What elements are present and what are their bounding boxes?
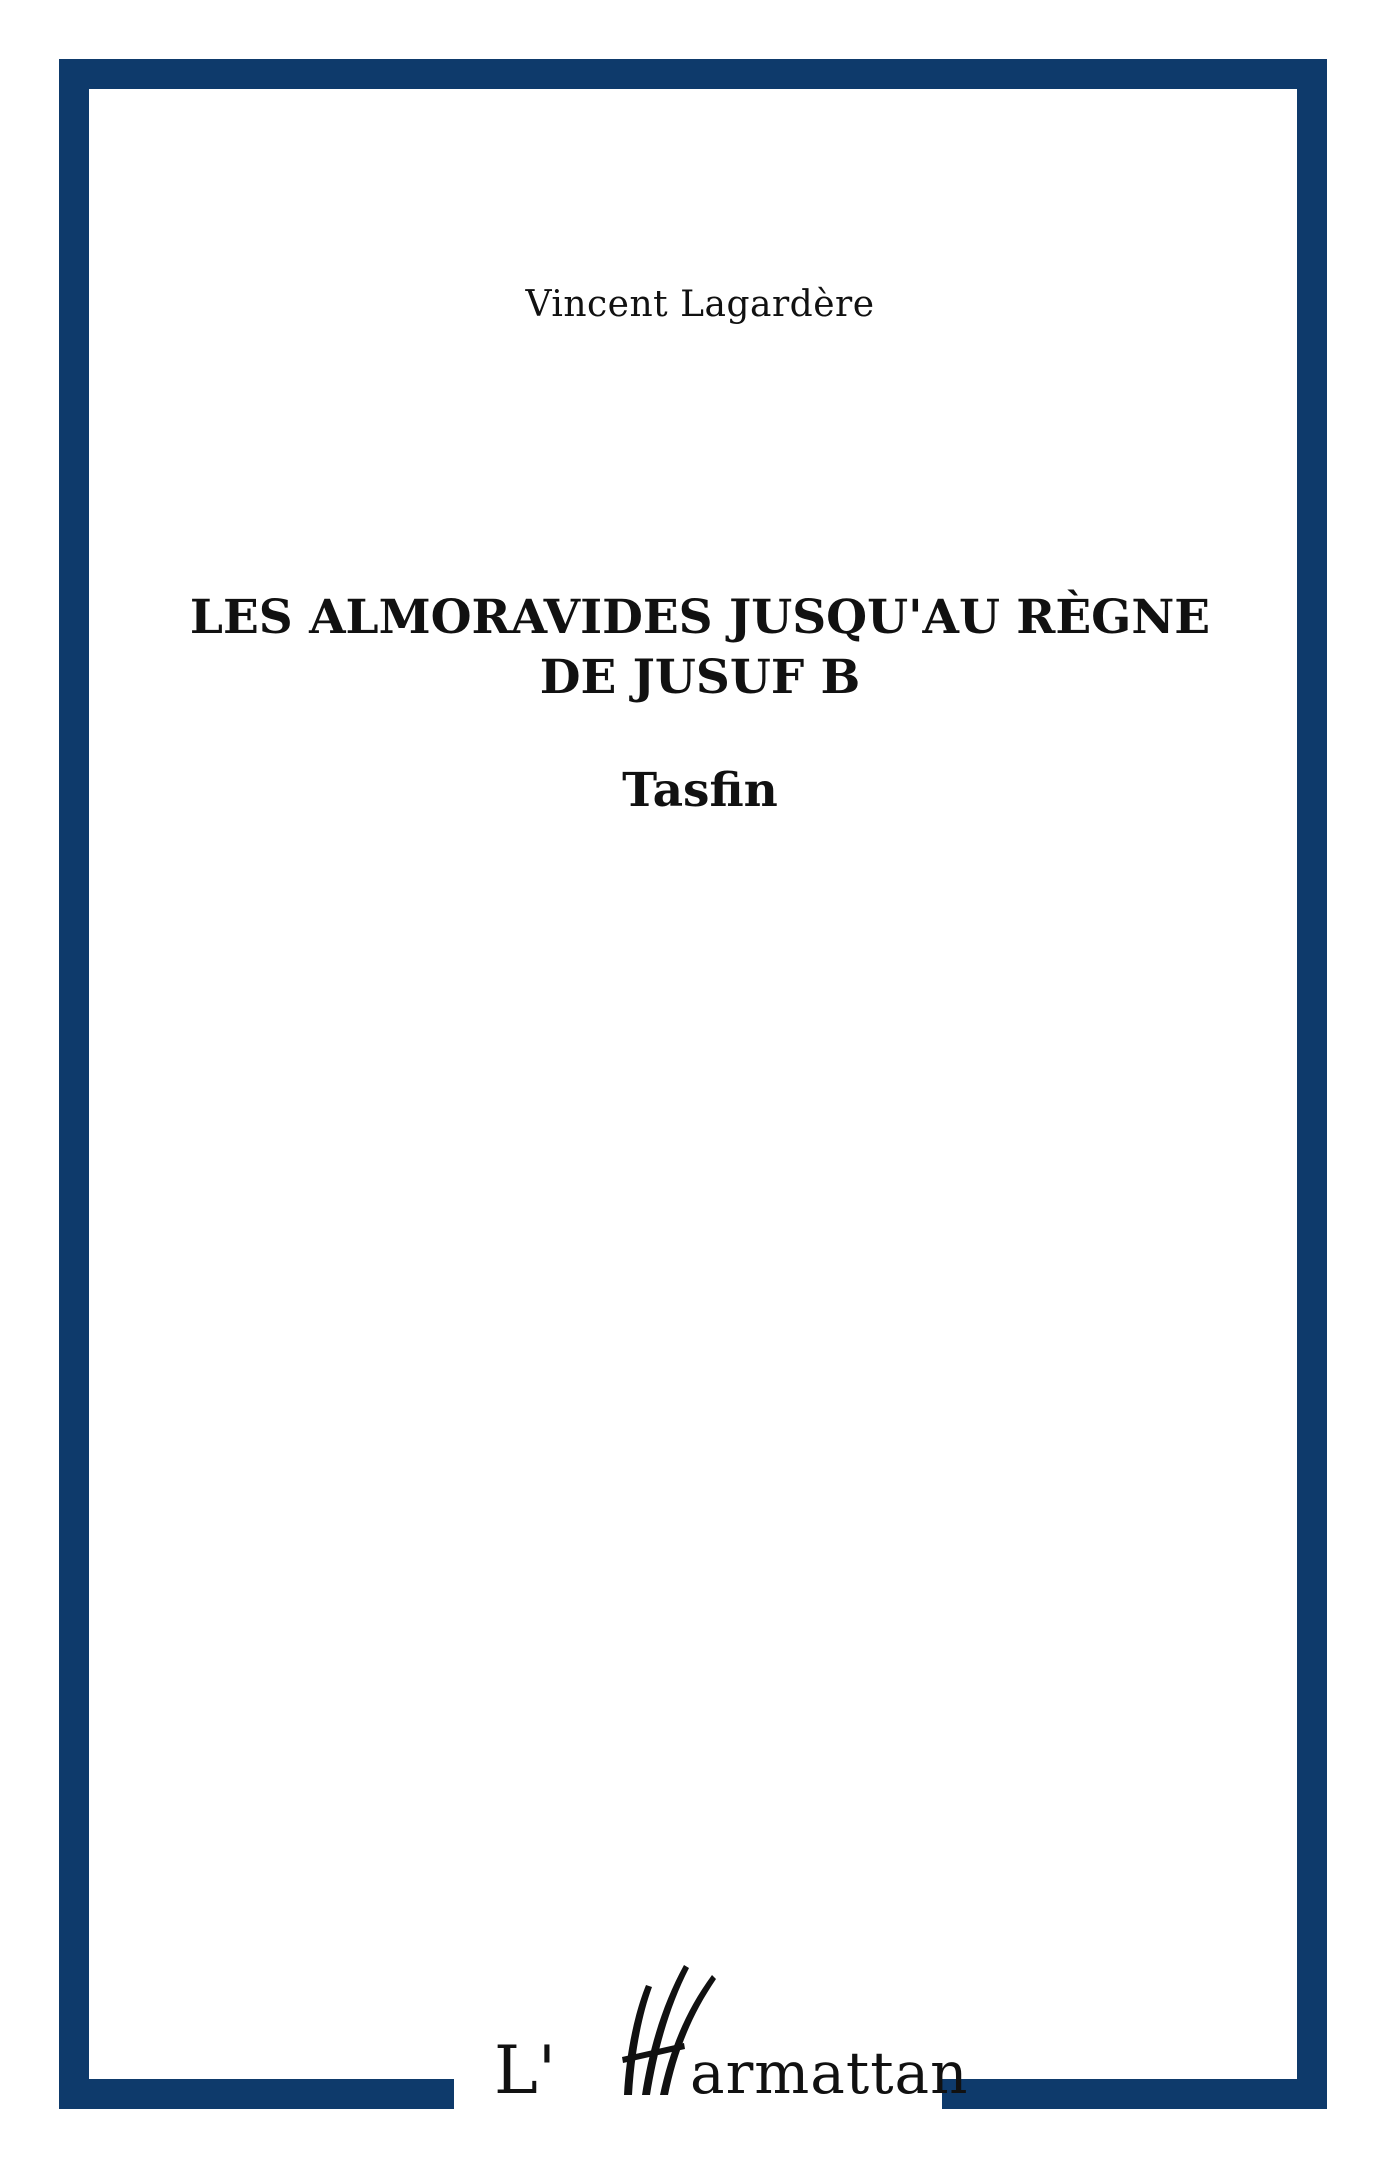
book-subtitle: Tasfin: [622, 763, 778, 818]
publisher-logo: [484, 1945, 969, 2109]
book-title-line-2: DE JUSUF B: [539, 650, 861, 705]
book-title: [0, 588, 1400, 708]
book-title-line-1: LES ALMORAVIDES JUSQU'AU RÈGNE: [189, 590, 1211, 645]
cover-frame: [59, 59, 1327, 2109]
publisher-logo-prefix: L': [494, 2032, 556, 2109]
publisher-logo-suffix: armattan: [690, 2039, 969, 2107]
author-name: Vincent Lagardère: [525, 284, 875, 325]
